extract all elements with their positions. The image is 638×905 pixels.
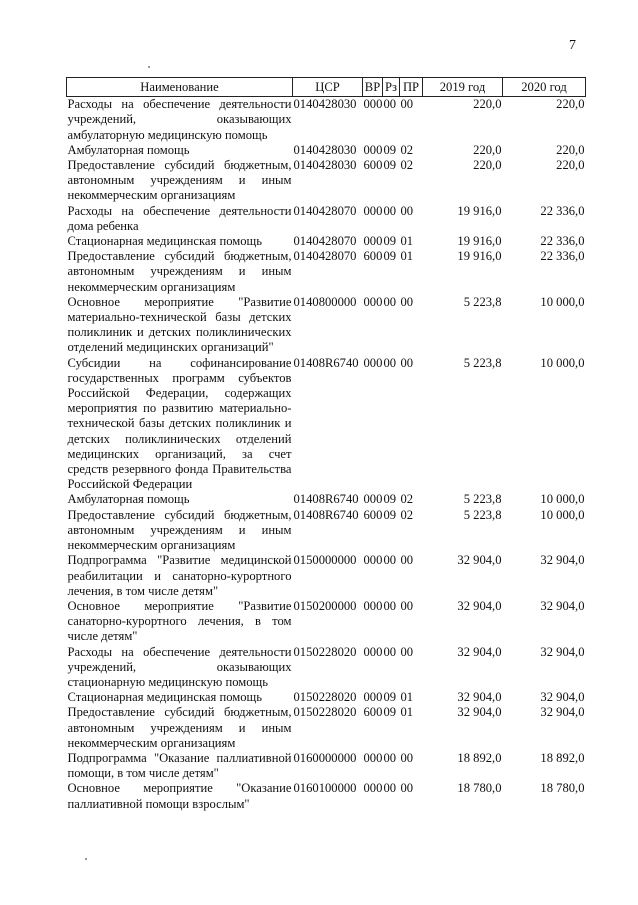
- table-body: [67, 97, 586, 812]
- cell-vr: 000: [363, 355, 383, 370]
- cell-csr: 0140428070: [293, 203, 357, 218]
- cell-2019: 32 904,0: [457, 598, 502, 613]
- cell-name: Субсидии на софинансирование государственных программ субъектов Российской Федерации, содержащих мероприятия по развитию материально-технической базы детских поликлиник и детских поликлинических отделений медицинских организаций, за счет средств резервного фонда Правительства Российской Федерации: [67, 355, 292, 492]
- cell-vr: 000: [363, 598, 383, 613]
- cell-name: Расходы на обеспечение деятельности учреждений, оказывающих амбулаторную медицинскую помощь: [67, 97, 292, 142]
- cell-csr: 01408R6740: [293, 507, 359, 522]
- cell-rz: 00: [383, 553, 397, 568]
- cell-csr: 0150228020: [293, 644, 357, 659]
- table-header-row: [67, 78, 586, 97]
- cell-name: Расходы на обеспечение деятельности учреждений, оказывающих стационарную медицинскую помощь: [67, 644, 292, 689]
- cell-2019: 18 780,0: [457, 781, 502, 796]
- cell-pr: 00: [400, 598, 414, 613]
- table-row: [67, 645, 586, 691]
- cell-vr: 000: [363, 690, 383, 705]
- table-row: [67, 508, 586, 554]
- cell-pr: 00: [400, 644, 414, 659]
- cell-name: Основное мероприятие "Развитие материально-технической базы детских поликлиник и детских поликлинических отделений медицинских организаций": [67, 294, 292, 355]
- cell-csr: 0140428070: [293, 249, 357, 264]
- cell-vr: 600: [363, 507, 383, 522]
- scan-speck: [148, 66, 150, 68]
- cell-2019: 5 223,8: [463, 355, 502, 370]
- cell-2019: 32 904,0: [457, 705, 502, 720]
- table-row: [67, 599, 586, 645]
- table-row: [67, 204, 586, 234]
- cell-pr: 00: [400, 553, 414, 568]
- cell-2020: 10 000,0: [540, 294, 585, 309]
- cell-csr: 01408R6740: [293, 355, 359, 370]
- cell-csr: 0140428030: [293, 158, 357, 173]
- cell-rz: 09: [383, 158, 397, 173]
- cell-2019: 18 892,0: [457, 750, 502, 765]
- table-row: [67, 97, 586, 143]
- cell-2019: 19 916,0: [457, 249, 502, 264]
- table-row: [67, 553, 586, 599]
- cell-csr: 0150200000: [293, 598, 357, 613]
- cell-name: Основное мероприятие "Оказание паллиативной помощи взрослым": [67, 781, 292, 811]
- scan-speck: [85, 858, 87, 860]
- cell-rz: 00: [383, 781, 397, 796]
- cell-pr: 01: [400, 705, 414, 720]
- cell-vr: 000: [363, 781, 383, 796]
- cell-vr: 000: [363, 492, 383, 507]
- cell-2020: 32 904,0: [540, 690, 585, 705]
- table-row: [67, 143, 586, 158]
- cell-name: Предоставление субсидий бюджетным, автономным учреждениям и иным некоммерческим организациям: [67, 507, 292, 553]
- cell-name: Подпрограмма "Оказание паллиативной помощи, в том числе детям": [67, 750, 292, 781]
- cell-pr: 00: [400, 203, 414, 218]
- cell-2020: 10 000,0: [540, 507, 585, 522]
- table-row: [67, 295, 586, 356]
- header-csr: ЦСР: [293, 78, 363, 97]
- cell-name: Стационарная медицинская помощь: [67, 234, 262, 249]
- cell-pr: 02: [400, 142, 414, 157]
- cell-pr: 02: [400, 507, 414, 522]
- cell-pr: 00: [400, 781, 414, 796]
- cell-csr: 0140800000: [293, 294, 357, 309]
- cell-2020: 220,0: [556, 158, 585, 173]
- cell-rz: 09: [383, 234, 397, 249]
- cell-pr: 00: [400, 750, 414, 765]
- cell-vr: 000: [363, 234, 383, 249]
- cell-2019: 19 916,0: [457, 203, 502, 218]
- header-2019: 2019 год: [423, 78, 503, 97]
- cell-2020: 32 904,0: [540, 644, 585, 659]
- cell-vr: 000: [363, 644, 383, 659]
- cell-csr: 01408R6740: [293, 492, 359, 507]
- table-row: [67, 705, 586, 751]
- header-2020: 2020 год: [503, 78, 586, 97]
- cell-rz: 09: [383, 249, 397, 264]
- cell-2019: 220,0: [473, 158, 502, 173]
- cell-rz: 00: [383, 294, 397, 309]
- cell-2019: 19 916,0: [457, 234, 502, 249]
- cell-pr: 01: [400, 249, 414, 264]
- cell-2019: 5 223,8: [463, 492, 502, 507]
- cell-2020: 22 336,0: [540, 249, 585, 264]
- table-row: [67, 781, 586, 811]
- cell-rz: 00: [383, 355, 397, 370]
- table-row: [67, 492, 586, 507]
- cell-2019: 32 904,0: [457, 553, 502, 568]
- cell-2020: 22 336,0: [540, 234, 585, 249]
- cell-name: Предоставление субсидий бюджетным, автономным учреждениям и иным некоммерческим организациям: [67, 249, 292, 294]
- table-row: [67, 158, 586, 204]
- cell-vr: 000: [363, 553, 383, 568]
- cell-2020: 32 904,0: [540, 553, 585, 568]
- cell-rz: 09: [383, 507, 397, 522]
- header-name: Наименование: [67, 78, 293, 97]
- cell-csr: 0160100000: [293, 781, 357, 796]
- cell-2020: 22 336,0: [540, 203, 585, 218]
- cell-csr: 0140428030: [293, 142, 357, 157]
- cell-rz: 00: [383, 97, 397, 112]
- header-rz: Рз: [383, 78, 400, 97]
- cell-vr: 000: [363, 294, 383, 309]
- cell-2020: 220,0: [556, 142, 585, 157]
- cell-2020: 32 904,0: [540, 598, 585, 613]
- cell-rz: 00: [383, 750, 397, 765]
- cell-vr: 000: [363, 97, 383, 112]
- cell-pr: 00: [400, 97, 414, 112]
- cell-2020: 18 892,0: [540, 750, 585, 765]
- cell-vr: 600: [363, 705, 383, 720]
- cell-name: Расходы на обеспечение деятельности дома ребенка: [67, 203, 292, 233]
- table-row: [67, 356, 586, 493]
- cell-2020: 10 000,0: [540, 355, 585, 370]
- cell-vr: 000: [363, 203, 383, 218]
- cell-2019: 5 223,8: [463, 507, 502, 522]
- cell-name: Амбулаторная помощь: [67, 492, 190, 507]
- table-row: [67, 234, 586, 249]
- page-number: 7: [569, 38, 576, 53]
- cell-pr: 00: [400, 294, 414, 309]
- cell-2019: 220,0: [473, 142, 502, 157]
- cell-pr: 00: [400, 355, 414, 370]
- cell-rz: 09: [383, 705, 397, 720]
- table-row: [67, 249, 586, 295]
- cell-rz: 00: [383, 644, 397, 659]
- cell-pr: 02: [400, 158, 414, 173]
- cell-pr: 01: [400, 234, 414, 249]
- cell-vr: 600: [363, 158, 383, 173]
- cell-csr: 0160000000: [293, 750, 357, 765]
- cell-vr: 000: [363, 142, 383, 157]
- cell-name: Подпрограмма "Развитие медицинской реабилитации и санаторно-курортного лечения, в том числе детям": [67, 553, 292, 598]
- cell-2019: 5 223,8: [463, 294, 502, 309]
- cell-name: Предоставление субсидий бюджетным, автономным учреждениям и иным некоммерческим организациям: [67, 705, 292, 750]
- cell-2020: 10 000,0: [540, 492, 585, 507]
- cell-2020: 220,0: [556, 97, 585, 112]
- cell-name: Предоставление субсидий бюджетным, автономным учреждениям и иным некоммерческим организациям: [67, 158, 292, 203]
- cell-2020: 18 780,0: [540, 781, 585, 796]
- cell-name: Амбулаторная помощь: [67, 142, 190, 157]
- cell-csr: 0150228020: [293, 705, 357, 720]
- cell-vr: 000: [363, 750, 383, 765]
- cell-csr: 0150000000: [293, 553, 357, 568]
- budget-table: [66, 77, 586, 812]
- cell-pr: 02: [400, 492, 414, 507]
- cell-rz: 09: [383, 142, 397, 157]
- cell-2020: 32 904,0: [540, 705, 585, 720]
- cell-rz: 09: [383, 690, 397, 705]
- cell-vr: 600: [363, 249, 383, 264]
- cell-rz: 00: [383, 598, 397, 613]
- cell-2019: 220,0: [473, 97, 502, 112]
- cell-pr: 01: [400, 690, 414, 705]
- cell-rz: 00: [383, 203, 397, 218]
- table-row: [67, 751, 586, 781]
- header-vr: ВР: [363, 78, 383, 97]
- cell-csr: 0150228020: [293, 690, 357, 705]
- cell-name: Основное мероприятие "Развитие санаторно-курортного лечения, в том числе детям": [67, 598, 292, 644]
- cell-csr: 0140428070: [293, 234, 357, 249]
- cell-2019: 32 904,0: [457, 644, 502, 659]
- header-pr: ПР: [400, 78, 423, 97]
- cell-name: Стационарная медицинская помощь: [67, 690, 262, 705]
- cell-csr: 0140428030: [293, 97, 357, 112]
- cell-rz: 09: [383, 492, 397, 507]
- table-row: [67, 690, 586, 705]
- cell-2019: 32 904,0: [457, 690, 502, 705]
